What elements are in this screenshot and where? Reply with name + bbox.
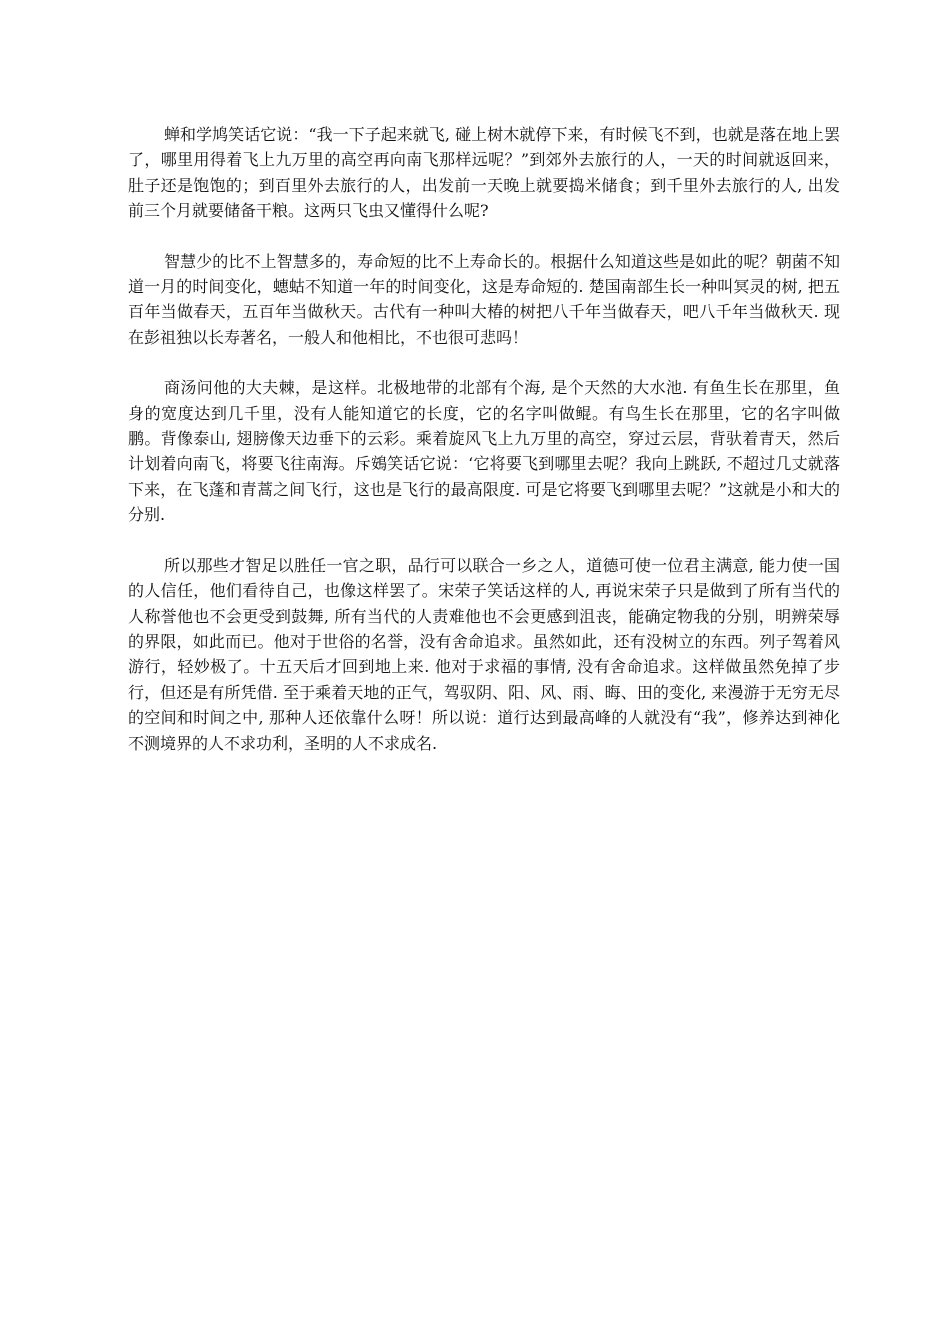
document-body (128, 122, 840, 781)
paragraph-4: 所以那些才智足以胜任一官之职，品行可以联合一乡之人，道德可使一位君主满意, 能力使一国的人信任，他们看待自己，也像这样罢了。宋荣子笑话这样的人, 再说宋荣子只是做到了所有当代的人称誉他也不会更受到鼓舞, 所有当代的人责难他也不会更感到沮丧，能确定物我的分别，明辨荣辱的界限，如此而已。他对于世俗的名誉，没有舍命追求。虽然如此，还有没树立的东西。列子驾着风游行，轻妙极了。十五天后才回到地上来. 他对于求福的事情, 没有舍命追求。这样做虽然免掉了步行，但还是有所凭借. 至于乘着天地的正气，驾驭阴、阳、风、雨、晦、田的变化, 来漫游于无穷无尽的空间和时间之中, 那种人还依靠什么呀！所以说：道行达到最高峰的人就没有“我”，修养达到神化不测境界的人不求功利，圣明的人不求成名. (128, 555, 840, 753)
paragraph-2: 智慧少的比不上智慧多的，寿命短的比不上寿命长的。根据什么知道这些是如此的呢？朝菌不知道一月的时间变化，蟪蛄不知道一年的时间变化，这是寿命短的. 楚国南部生长一种叫冥灵的树, 把五百年当做春天，五百年当做秋天。古代有一种叫大椿的树把八千年当做春天，吧八千年当做秋天. 现在彭祖独以长寿著名，一般人和他相比，不也很可悲吗！ (128, 251, 840, 347)
paragraph-3: 商汤问他的大夫棘，是这样。北极地带的北部有个海, 是个天然的大水池. 有鱼生长在那里，鱼身的宽度达到几千里，没有人能知道它的长度，它的名字叫做鲲。有鸟生长在那里，它的名字叫做鹏。背像泰山, 翅膀像天边垂下的云彩。乘着旋风飞上九万里的高空，穿过云层，背驮着青天，然后计划着向南飞，将要飞往南海。斥鴳笑话它说：‘它将要飞到哪里去呢？我向上跳跃, 不超过几丈就落下来，在飞蓬和青蒿之间飞行，这也是飞行的最高限度. 可是它将要飞到哪里去呢？”这就是小和大的分别. (128, 378, 840, 525)
paragraph-1: 蝉和学鸠笑话它说：“我一下子起来就飞, 碰上树木就停下来，有时候飞不到，也就是落在地上罢了，哪里用得着飞上九万里的高空再向南飞那样远呢？”到郊外去旅行的人，一天的时间就返回来，肚子还是饱饱的；到百里外去旅行的人，出发前一天晚上就要捣米储食；到千里外去旅行的人, 出发前三个月就要储备干粮。这两只飞虫又懂得什么呢? (128, 125, 840, 221)
